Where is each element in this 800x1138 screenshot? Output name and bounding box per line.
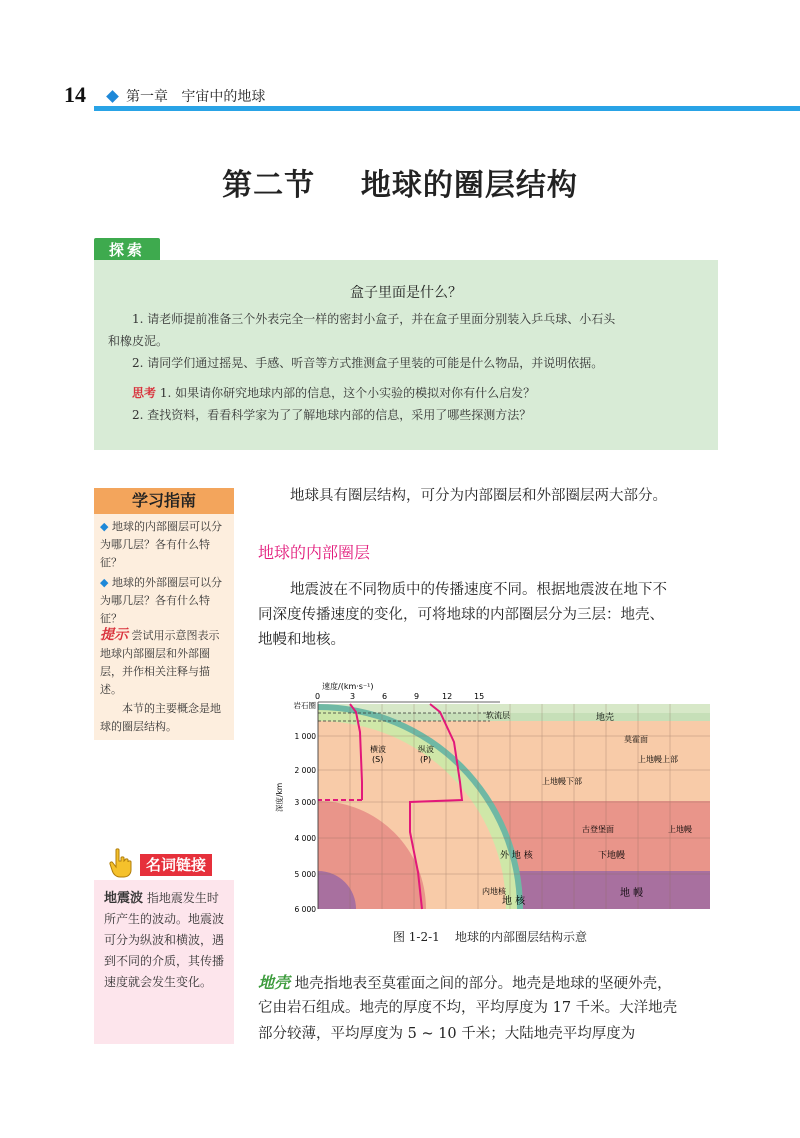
speed-tick-9: 9: [414, 692, 420, 701]
study-guide-title: 学习指南: [94, 488, 234, 514]
para2-line1: [258, 970, 672, 997]
gutenberg-label: 古登堡面: [582, 825, 614, 834]
s-wave-label: 横波: [370, 745, 386, 754]
para2-line2: 它由岩石组成。地壳的厚度不均，平均厚度为 17 千米。大洋地壳: [258, 1000, 678, 1016]
guide-tip: [100, 626, 230, 699]
term-definition: 指地震发生时所产生的波动。地震波可分为纵波和横波，遇到不同的介质，其传播速度就会发生变化。: [104, 891, 225, 989]
lower-mantle-label: 下地幔: [598, 851, 626, 861]
depth-tick-3000: 3 000: [294, 798, 316, 807]
chapter-title: 第一章 宇宙中的地球: [126, 89, 266, 105]
core-label: 地 核: [502, 896, 526, 907]
depth-tick-4000: 4 000: [294, 834, 316, 843]
speed-tick-3: 3: [350, 692, 356, 701]
depth-tick-lithosphere: 岩石圈: [293, 701, 316, 710]
header-rule: [94, 106, 800, 111]
p-wave-label: 纵波: [418, 745, 434, 754]
guide-concept: 本节的主要概念是地球的圈层结构。: [100, 702, 221, 733]
term-link-box: [94, 880, 234, 1044]
diamond-icon: [106, 90, 119, 103]
diamond-icon: ◆: [100, 520, 109, 533]
pointing-hand-icon: [108, 848, 134, 878]
mantle-label: 地 幔: [620, 888, 644, 899]
depth-tick-5000: 5 000: [294, 870, 316, 879]
depth-tick-6000: 6 000: [294, 905, 316, 914]
page-number: 14: [64, 82, 86, 107]
tip-label: 提示: [100, 627, 128, 643]
upper-mantle-bottom-label: 上地幔下部: [542, 777, 582, 786]
upper-mantle-top-label: 上地幔上部: [638, 755, 678, 764]
speed-tick-12: 12: [442, 692, 453, 701]
p-wave-sub: (P): [420, 755, 432, 764]
guide-item-2-text: 地球的外部圈层可以分为哪几层？各有什么特征？: [100, 576, 222, 625]
think-question-2: 2. 查找资料，看看科学家为了了解地球内部的信息，采用了哪些探测方法？: [132, 408, 532, 422]
para2-line3: 部分较薄，平均厚度为 5 ~ 10 千米；大陆地壳平均厚度为: [258, 1026, 636, 1042]
para1-line2: 同深度传播速度的变化，可将地球的内部圈层分为三层：地壳、: [258, 607, 664, 623]
asthenosphere-label: 软流层: [486, 711, 510, 720]
term-word: 地震波: [104, 891, 144, 906]
speed-tick-0: 0: [315, 692, 321, 701]
term-link-title: 名词链接: [140, 854, 212, 876]
subheading-inner-layers: 地球的内部圈层: [258, 543, 371, 562]
depth-axis-label: 深度/km: [275, 782, 284, 812]
para1-line1: 地震波在不同物质中的传播速度不同。根据地震波在地下不: [290, 582, 667, 598]
think-label: 思考: [132, 386, 157, 400]
explore-tab: 探索: [94, 238, 160, 262]
guide-item-1: [100, 518, 230, 572]
explore-title: 盒子里面是什么？: [350, 285, 462, 301]
para1-line3: 地幔和地核。: [258, 632, 345, 648]
explore-item-1: 1. 请老师提前准备三个外表完全一样的密封小盒子，并在盒子里面分别装入乒乓球、小石头: [132, 312, 616, 326]
think-line-1: [132, 382, 535, 404]
upper-mantle-label: 上地幔: [668, 825, 692, 834]
speed-axis-label: 速度/(km·s⁻¹): [322, 682, 374, 691]
outer-core-label: 外 地 核: [500, 851, 533, 861]
s-wave-sub: (S): [372, 755, 384, 764]
para2-line1-text: 地壳指地表至莫霍面之间的部分。地壳是地球的坚硬外壳，: [294, 976, 672, 992]
diamond-icon: ◆: [100, 576, 109, 589]
inner-core-label: 内地核: [482, 887, 506, 896]
lithosphere-band: [318, 704, 710, 713]
think-question-1: 1. 如果请你研究地球内部的信息，这个小实验的模拟对你有什么启发？: [159, 386, 536, 400]
speed-ticks: [315, 692, 484, 701]
crust-term: 地壳: [258, 973, 291, 992]
guide-item-2: [100, 574, 230, 628]
depth-tick-2000: 2 000: [294, 766, 316, 775]
crust-label: 地壳: [596, 713, 615, 723]
intro-paragraph: 地球具有圈层结构，可分为内部圈层和外部圈层两大部分。: [290, 488, 667, 504]
tip-text: 尝试用示意图表示地球内部圈层和外部圈层，并作相关注释与描述。: [100, 629, 220, 696]
moho-label: 莫霍面: [624, 735, 648, 744]
speed-tick-15: 15: [474, 692, 485, 701]
earth-structure-figure: [270, 682, 710, 922]
guide-item-1-text: 地球的内部圈层可以分为哪几层？各有什么特征？: [100, 520, 222, 569]
figure-caption: 图 1-2-1 地球的内部圈层结构示意: [392, 930, 588, 944]
speed-tick-6: 6: [382, 692, 388, 701]
explore-item-2: 2. 请同学们通过摇晃、手感、听音等方式推测盒子里装的可能是什么物品，并说明依据。: [132, 356, 604, 370]
depth-tick-1000: 1 000: [294, 732, 316, 741]
explore-item-1-cont: 和橡皮泥。: [108, 334, 169, 348]
study-guide: [94, 488, 234, 740]
section-title: 第二节 地球的圈层结构: [222, 168, 578, 203]
explore-box: [94, 260, 718, 450]
depth-ticks: [294, 700, 317, 914]
